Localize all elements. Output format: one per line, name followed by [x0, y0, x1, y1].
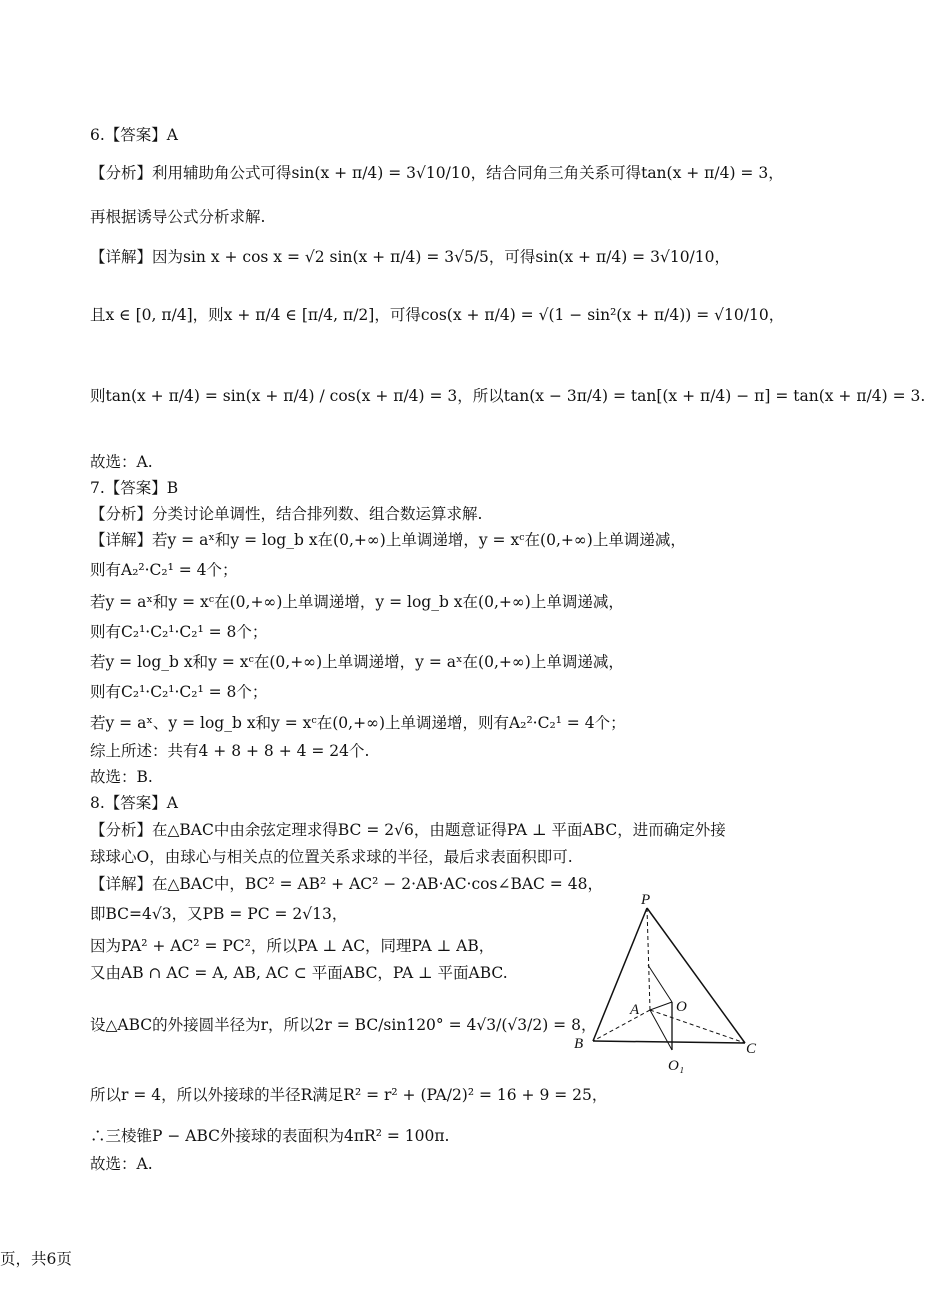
line-8: 【分析】分类讨论单调性，结合排列数、组合数运算求解.: [90, 505, 483, 523]
line-27: ∴三棱锥P − ABC外接球的表面积为4πR² = 100π.: [90, 1127, 450, 1145]
line-26: 所以r = 4，所以外接球的半径R满足R² = r² + (PA/2)² = 16 + 9 = 25，: [90, 1086, 608, 1104]
line-16: 综上所述：共有4 + 8 + 8 + 4 = 24个.: [90, 742, 370, 760]
line-23: 因为PA² + AC² = PC²，所以PA ⊥ AC，同理PA ⊥ AB，: [90, 937, 495, 955]
label-B: B: [574, 1036, 584, 1052]
line-6: 故选：A.: [90, 453, 153, 471]
line-22: 即BC=4√3，又PB = PC = 2√13，: [90, 905, 348, 923]
edge-AB: [593, 1010, 650, 1041]
line-17: 故选：B.: [90, 768, 153, 786]
segment-O-mid: [648, 965, 672, 1002]
line-19: 【分析】在△BAC中由余弦定理求得BC = 2√6，由题意证得PA ⊥ 平面ABC，进而确定外接: [90, 821, 726, 839]
edge-PA: [647, 908, 650, 1010]
line-13: 若y = log_b x和y = xᶜ在(0,+∞)上单调递增，y = aˣ在(0,+∞)上单调递减，: [90, 653, 624, 671]
line-20: 球球心O，由球心与相关点的位置关系求球的半径，最后求表面积即可.: [90, 848, 573, 866]
line-2: 再根据诱导公式分析求解.: [90, 208, 266, 226]
line-21: 【详解】在△BAC中，BC² = AB² + AC² − 2·AB·AC·cos∠BAC = 48，: [90, 875, 603, 893]
line-18: 8.【答案】A: [90, 794, 178, 812]
line-7: 7.【答案】B: [90, 479, 179, 497]
line-9: 【详解】若y = aˣ和y = log_b x在(0,+∞)上单调递增，y = xᶜ在(0,+∞)上单调递减，: [90, 531, 686, 549]
line-5: 则tan(x + π/4) = sin(x + π/4) / cos(x + π/4) = 3，所以tan(x − 3π/4) = tan[(x + π/4) − π] = tan(x + π/4) = 3.: [90, 387, 926, 405]
label-O: O: [676, 999, 687, 1015]
segment-AO: [650, 1002, 672, 1010]
label-C: C: [746, 1041, 757, 1057]
segment-AO1: [650, 1010, 672, 1050]
line-3: 【详解】因为sin x + cos x = √2 sin(x + π/4) = 3√5/5，可得sin(x + π/4) = 3√10/10，: [90, 248, 731, 266]
edge-AC: [650, 1010, 745, 1043]
line-25: 设△ABC的外接圆半径为r，所以2r = BC/sin120° = 4√3/(√3/2) = 8，: [90, 1016, 597, 1034]
page-footer: 页，共6页: [0, 1250, 72, 1268]
label-O1: O₁: [668, 1058, 685, 1074]
line-24: 又由AB ∩ AC = A, AB, AC ⊂ 平面ABC，PA ⊥ 平面ABC.: [90, 964, 508, 982]
line-4: 且x ∈ [0, π/4]，则x + π/4 ∈ [π/4, π/2]，可得cos(x + π/4) = √(1 − sin²(x + π/4)) = √10/10，: [90, 306, 785, 324]
edge-PB: [593, 908, 647, 1041]
edge-PC: [647, 908, 745, 1043]
label-P: P: [641, 892, 651, 908]
line-12: 则有C₂¹·C₂¹·C₂¹ = 8个；: [90, 623, 268, 641]
line-1: 【分析】利用辅助角公式可得sin(x + π/4) = 3√10/10，结合同角三角关系可得tan(x + π/4) = 3，: [90, 164, 784, 182]
line-0: 6.【答案】A: [90, 126, 178, 144]
edge-BC: [593, 1041, 745, 1043]
line-14: 则有C₂¹·C₂¹·C₂¹ = 8个；: [90, 683, 268, 701]
line-11: 若y = aˣ和y = xᶜ在(0,+∞)上单调递增，y = log_b x在(0,+∞)上单调递减，: [90, 593, 624, 611]
line-10: 则有A₂²·C₂¹ = 4个；: [90, 561, 238, 579]
label-A: A: [630, 1002, 640, 1018]
line-15: 若y = aˣ、y = log_b x和y = xᶜ在(0,+∞)上单调递增，则有A₂²·C₂¹ = 4个；: [90, 714, 626, 732]
pyramid-diagram: [560, 890, 770, 1080]
line-28: 故选：A.: [90, 1155, 153, 1173]
